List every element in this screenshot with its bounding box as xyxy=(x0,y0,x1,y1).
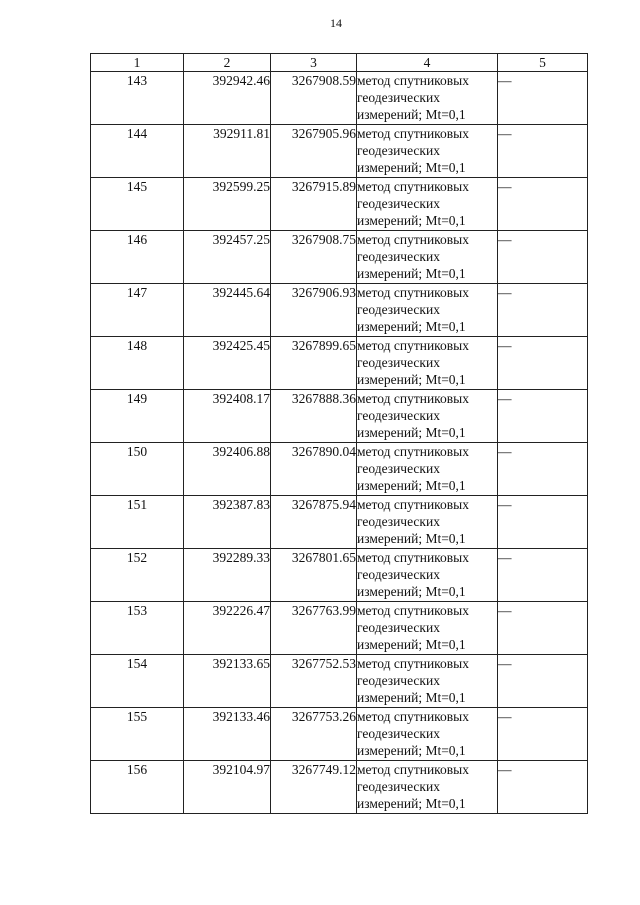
x-coordinate-cell: 392226.47 xyxy=(184,602,271,655)
note-cell: — xyxy=(498,72,588,125)
method-line: геодезических xyxy=(357,196,440,211)
method-line: метод спутниковых xyxy=(357,391,469,406)
method-line: геодезических xyxy=(357,673,440,688)
method-cell xyxy=(357,125,498,178)
table-header-row xyxy=(91,54,588,72)
x-coordinate-cell: 392387.83 xyxy=(184,496,271,549)
y-coordinate-cell: 3267753.26 xyxy=(271,708,357,761)
y-coordinate-cell: 3267888.36 xyxy=(271,390,357,443)
method-line: метод спутниковых xyxy=(357,550,469,565)
x-coordinate-cell: 392104.97 xyxy=(184,761,271,814)
table-row xyxy=(91,125,588,178)
table-row xyxy=(91,337,588,390)
point-number-cell: 147 xyxy=(91,284,184,337)
method-line: измерений; Mt=0,1 xyxy=(357,743,466,758)
method-line: измерений; Mt=0,1 xyxy=(357,478,466,493)
method-line: метод спутниковых xyxy=(357,603,469,618)
column-header-3: 3 xyxy=(271,54,357,72)
point-number-cell: 154 xyxy=(91,655,184,708)
note-cell: — xyxy=(498,390,588,443)
y-coordinate-cell: 3267875.94 xyxy=(271,496,357,549)
y-coordinate-cell: 3267763.99 xyxy=(271,602,357,655)
column-header-2: 2 xyxy=(184,54,271,72)
point-number-cell: 150 xyxy=(91,443,184,496)
table-row xyxy=(91,602,588,655)
x-coordinate-cell: 392133.46 xyxy=(184,708,271,761)
method-line: метод спутниковых xyxy=(357,73,469,88)
method-line: метод спутниковых xyxy=(357,285,469,300)
method-line: измерений; Mt=0,1 xyxy=(357,266,466,281)
x-coordinate-cell: 392911.81 xyxy=(184,125,271,178)
page-number: 14 xyxy=(330,16,342,30)
method-line: геодезических xyxy=(357,779,440,794)
method-line: метод спутниковых xyxy=(357,762,469,777)
point-number-cell: 151 xyxy=(91,496,184,549)
method-line: метод спутниковых xyxy=(357,179,469,194)
method-line: геодезических xyxy=(357,143,440,158)
note-cell: — xyxy=(498,231,588,284)
method-cell xyxy=(357,549,498,602)
method-cell xyxy=(357,72,498,125)
method-line: измерений; Mt=0,1 xyxy=(357,107,466,122)
y-coordinate-cell: 3267749.12 xyxy=(271,761,357,814)
method-cell xyxy=(357,337,498,390)
table-row xyxy=(91,443,588,496)
table-row xyxy=(91,655,588,708)
note-cell: — xyxy=(498,178,588,231)
method-cell xyxy=(357,496,498,549)
table-row xyxy=(91,390,588,443)
point-number-cell: 148 xyxy=(91,337,184,390)
y-coordinate-cell: 3267890.04 xyxy=(271,443,357,496)
point-number-cell: 156 xyxy=(91,761,184,814)
method-line: измерений; Mt=0,1 xyxy=(357,584,466,599)
point-number-cell: 145 xyxy=(91,178,184,231)
method-line: геодезических xyxy=(357,620,440,635)
point-number-cell: 146 xyxy=(91,231,184,284)
method-line: метод спутниковых xyxy=(357,232,469,247)
note-cell: — xyxy=(498,337,588,390)
column-header-5: 5 xyxy=(498,54,588,72)
point-number-cell: 153 xyxy=(91,602,184,655)
table-row xyxy=(91,178,588,231)
x-coordinate-cell: 392425.45 xyxy=(184,337,271,390)
method-line: геодезических xyxy=(357,726,440,741)
y-coordinate-cell: 3267908.59 xyxy=(271,72,357,125)
table-row xyxy=(91,284,588,337)
point-number-cell: 149 xyxy=(91,390,184,443)
method-cell xyxy=(357,708,498,761)
method-line: геодезических xyxy=(357,461,440,476)
method-line: измерений; Mt=0,1 xyxy=(357,319,466,334)
table-row xyxy=(91,761,588,814)
x-coordinate-cell: 392289.33 xyxy=(184,549,271,602)
method-line: геодезических xyxy=(357,302,440,317)
method-cell xyxy=(357,655,498,708)
method-line: метод спутниковых xyxy=(357,709,469,724)
note-cell: — xyxy=(498,496,588,549)
note-cell: — xyxy=(498,602,588,655)
x-coordinate-cell: 392408.17 xyxy=(184,390,271,443)
table-row xyxy=(91,708,588,761)
y-coordinate-cell: 3267899.65 xyxy=(271,337,357,390)
point-number-cell: 143 xyxy=(91,72,184,125)
method-cell xyxy=(357,284,498,337)
table-row xyxy=(91,231,588,284)
method-cell xyxy=(357,231,498,284)
x-coordinate-cell: 392445.64 xyxy=(184,284,271,337)
point-number-cell: 152 xyxy=(91,549,184,602)
note-cell: — xyxy=(498,284,588,337)
method-line: метод спутниковых xyxy=(357,656,469,671)
y-coordinate-cell: 3267801.65 xyxy=(271,549,357,602)
note-cell: — xyxy=(498,549,588,602)
x-coordinate-cell: 392599.25 xyxy=(184,178,271,231)
method-line: геодезических xyxy=(357,355,440,370)
method-cell xyxy=(357,390,498,443)
method-line: измерений; Mt=0,1 xyxy=(357,213,466,228)
method-cell xyxy=(357,602,498,655)
note-cell: — xyxy=(498,708,588,761)
method-line: геодезических xyxy=(357,567,440,582)
method-line: измерений; Mt=0,1 xyxy=(357,372,466,387)
note-cell: — xyxy=(498,125,588,178)
method-line: метод спутниковых xyxy=(357,338,469,353)
table-body xyxy=(91,72,588,814)
x-coordinate-cell: 392133.65 xyxy=(184,655,271,708)
method-line: измерений; Mt=0,1 xyxy=(357,531,466,546)
coordinates-table xyxy=(90,53,588,814)
column-header-4: 4 xyxy=(357,54,498,72)
method-line: геодезических xyxy=(357,514,440,529)
table-row xyxy=(91,72,588,125)
y-coordinate-cell: 3267752.53 xyxy=(271,655,357,708)
table-row xyxy=(91,496,588,549)
point-number-cell: 144 xyxy=(91,125,184,178)
method-cell xyxy=(357,178,498,231)
note-cell: — xyxy=(498,443,588,496)
y-coordinate-cell: 3267906.93 xyxy=(271,284,357,337)
method-line: измерений; Mt=0,1 xyxy=(357,637,466,652)
method-line: метод спутниковых xyxy=(357,444,469,459)
x-coordinate-cell: 392457.25 xyxy=(184,231,271,284)
method-cell xyxy=(357,761,498,814)
y-coordinate-cell: 3267915.89 xyxy=(271,178,357,231)
note-cell: — xyxy=(498,761,588,814)
y-coordinate-cell: 3267905.96 xyxy=(271,125,357,178)
method-line: измерений; Mt=0,1 xyxy=(357,425,466,440)
method-line: измерений; Mt=0,1 xyxy=(357,796,466,811)
method-line: геодезических xyxy=(357,249,440,264)
method-line: измерений; Mt=0,1 xyxy=(357,690,466,705)
method-line: метод спутниковых xyxy=(357,126,469,141)
table-row xyxy=(91,549,588,602)
method-line: геодезических xyxy=(357,408,440,423)
note-cell: — xyxy=(498,655,588,708)
y-coordinate-cell: 3267908.75 xyxy=(271,231,357,284)
method-line: измерений; Mt=0,1 xyxy=(357,160,466,175)
method-line: метод спутниковых xyxy=(357,497,469,512)
x-coordinate-cell: 392406.88 xyxy=(184,443,271,496)
column-header-1: 1 xyxy=(91,54,184,72)
method-line: геодезических xyxy=(357,90,440,105)
x-coordinate-cell: 392942.46 xyxy=(184,72,271,125)
point-number-cell: 155 xyxy=(91,708,184,761)
method-cell xyxy=(357,443,498,496)
